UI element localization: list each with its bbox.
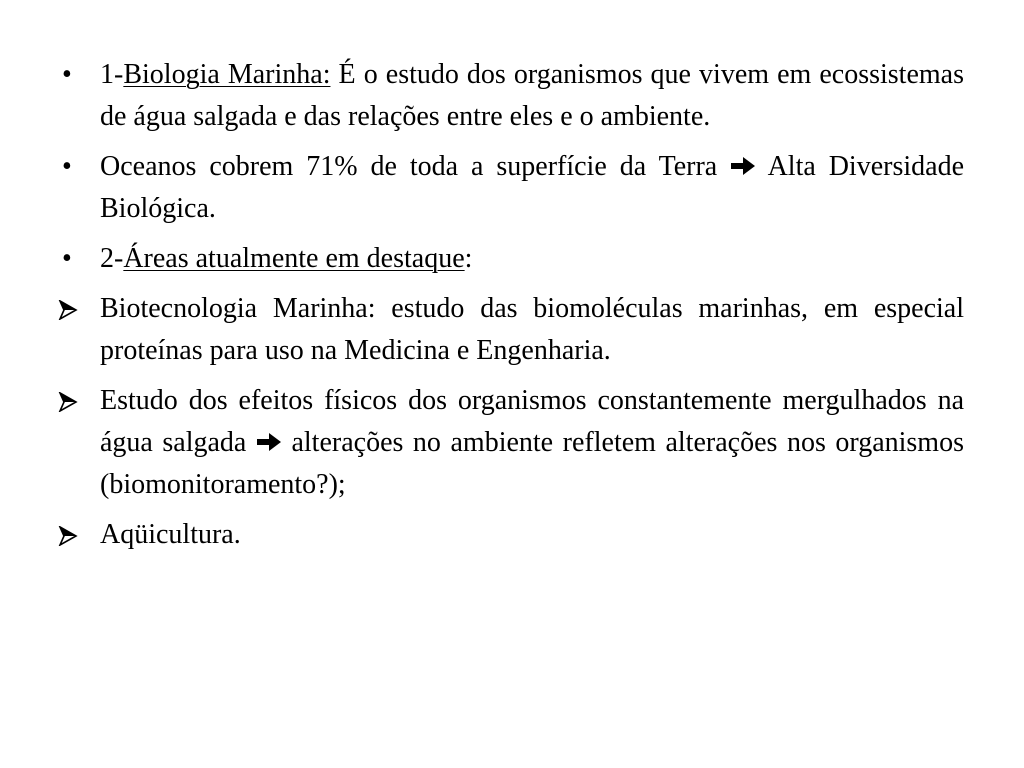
list-item xyxy=(58,288,964,372)
item-text-before: Estudo dos efeitos físicos dos organismos constantemente mergulhados na água salgada xyxy=(100,385,964,458)
item-term: Áreas atualmente em destaque xyxy=(123,243,465,274)
item-text: Biotecnologia Marinha: estudo das biomoléculas marinhas, em especial proteínas para uso na Medicina e Engenharia. xyxy=(100,293,964,366)
right-arrow-icon xyxy=(256,432,282,452)
item-text: É o estudo dos organismos que vivem em ecossistemas de água salgada e das relações entre eles e o ambiente. xyxy=(100,59,964,132)
slide-content xyxy=(58,54,964,564)
arrowhead-bullet-icon xyxy=(58,288,88,330)
item-prefix: 2- xyxy=(100,243,124,274)
item-text: Aqüicultura. xyxy=(100,519,241,550)
bullet-icon: • xyxy=(62,243,72,274)
list-item xyxy=(58,146,964,230)
bullet-icon: • xyxy=(62,59,72,90)
list-item xyxy=(58,380,964,506)
arrowhead-bullet-icon xyxy=(58,380,88,422)
list-item xyxy=(58,238,964,280)
bullet-icon: • xyxy=(62,151,72,182)
item-suffix: : xyxy=(464,243,473,274)
item-text-after: alterações no ambiente refletem alterações nos organismos (biomonitoramento?); xyxy=(100,427,964,500)
item-text-after: Alta Diversidade Biológica. xyxy=(100,151,964,224)
item-term: Biologia Marinha: xyxy=(123,59,331,90)
arrowhead-bullet-icon xyxy=(58,514,88,556)
list-item xyxy=(58,514,964,556)
right-arrow-icon xyxy=(730,156,756,176)
list-item xyxy=(58,54,964,138)
item-prefix: 1- xyxy=(100,59,124,90)
item-text-before: Oceanos cobrem 71% de toda a superfície da Terra xyxy=(100,151,731,182)
